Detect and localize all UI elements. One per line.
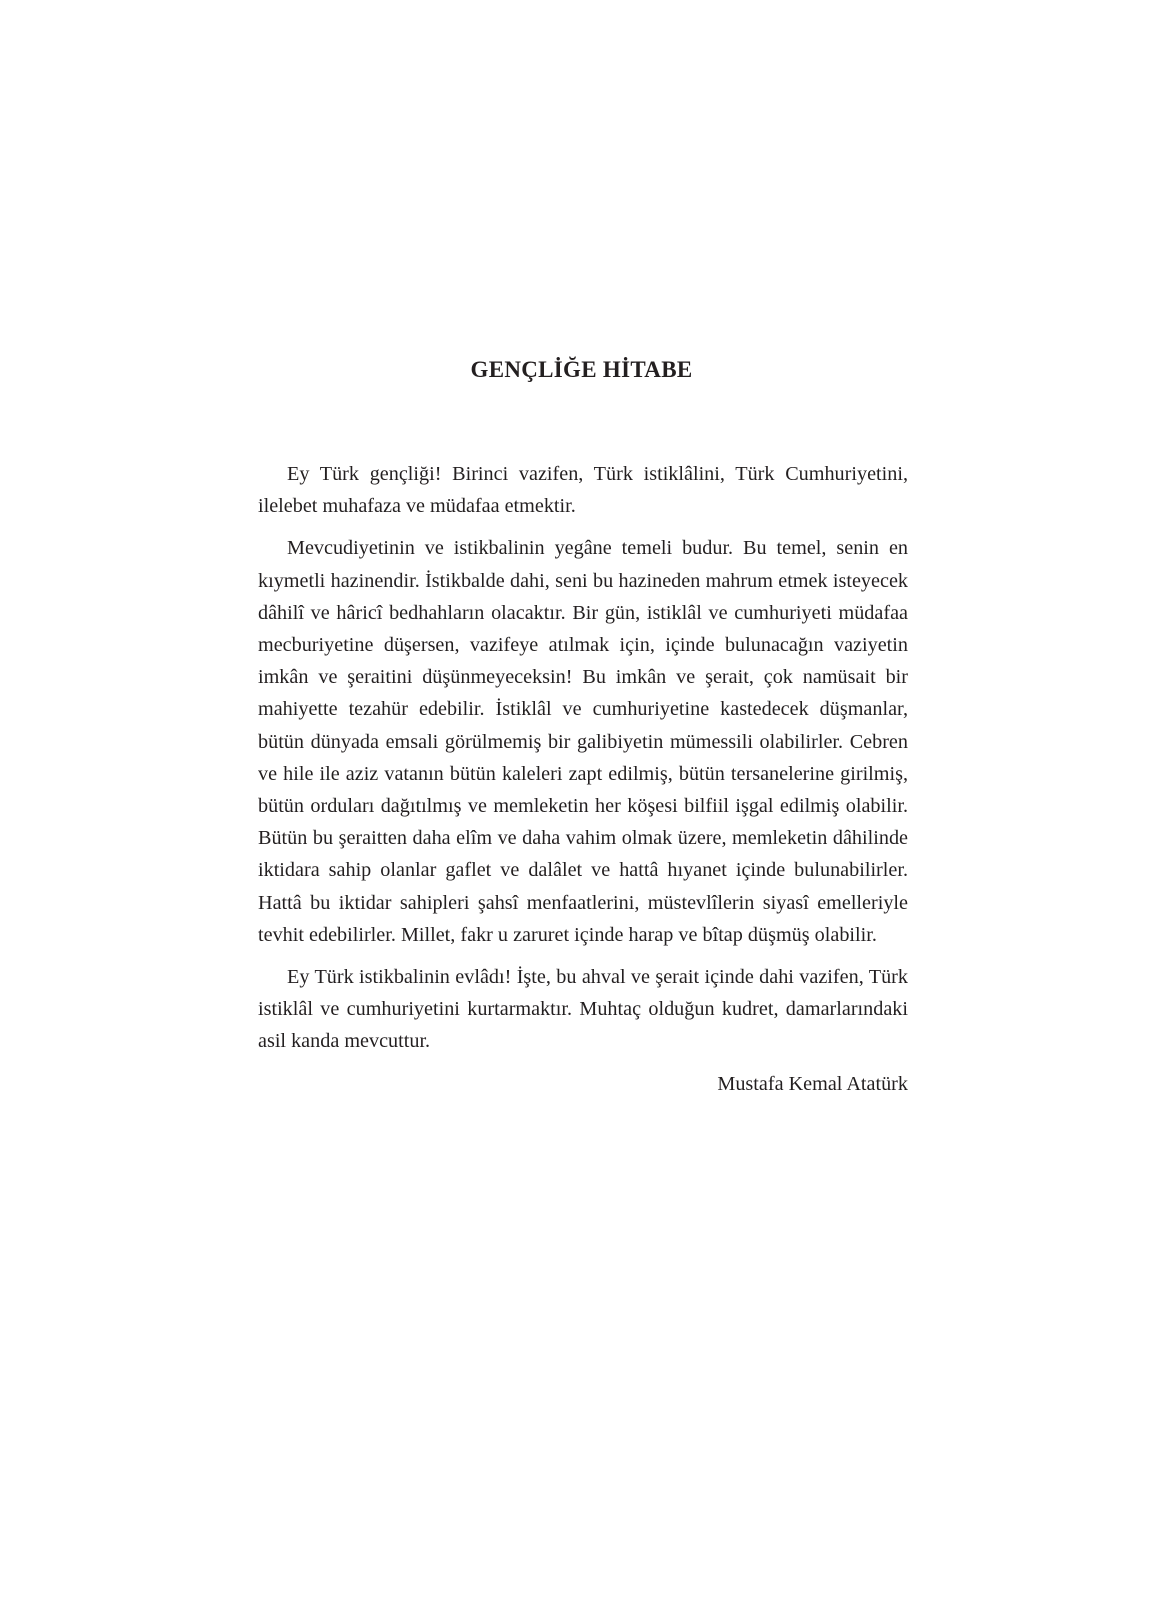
document-body <box>258 458 908 1100</box>
signature: Mustafa Kemal Atatürk <box>717 1072 908 1095</box>
paragraph-1: Ey Türk gençliği! Birinci vazifen, Türk istiklâlini, Türk Cumhuriyetini, ilelebet muhafaza ve müdafaa etmektir. <box>258 463 908 518</box>
paragraph-3: Ey Türk istikbalinin evlâdı! İşte, bu ahval ve şerait içinde dahi vazifen, Türk istiklâl ve cumhuriyetini kurtarmaktır. Muhtaç olduğun kudret, damarlarındaki asil kanda mevcuttur. <box>258 966 908 1053</box>
paragraph-2: Mevcudiyetinin ve istikbalinin yegâne temeli budur. Bu temel, senin en kıymetli hazinendir. İstikbalde dahi, seni bu hazineden mahrum etmek isteyecek dâhilî ve hâricî bedhahların olacaktır. Bir gün, istiklâl ve cumhuriyeti müdafaa mecburiyetine düşersen, vazifeye atılmak için, içinde bulunacağın vaziyetin imkân ve şeraitini düşünmeyeceksin! Bu imkân ve şerait, çok namüsait bir mahiyette tezahür edebilir. İstiklâl ve cumhuriyetine kastedecek düşmanlar, bütün dünyada emsali görülmemiş bir galibiyetin mümessili olabilirler. Cebren ve hile ile aziz vatanın bütün kaleleri zapt edilmiş, bütün tersanelerine girilmiş, bütün orduları dağıtılmış ve memleketin her köşesi bilfiil işgal edilmiş olabilir. Bütün bu şeraitten daha elîm ve daha vahim olmak üzere, memleketin dâhilinde iktidara sahip olanlar gaflet ve dalâlet ve hattâ hıyanet içinde bulunabilirler. Hattâ bu iktidar sahipleri şahsî menfaatlerini, müstevlîlerin siyasî emelleriyle tevhit edebilirler. Millet, fakr u zaruret içinde harap ve bîtap düşmüş olabilir. <box>258 537 908 946</box>
page-title: GENÇLİĞE HİTABE <box>470 357 693 382</box>
